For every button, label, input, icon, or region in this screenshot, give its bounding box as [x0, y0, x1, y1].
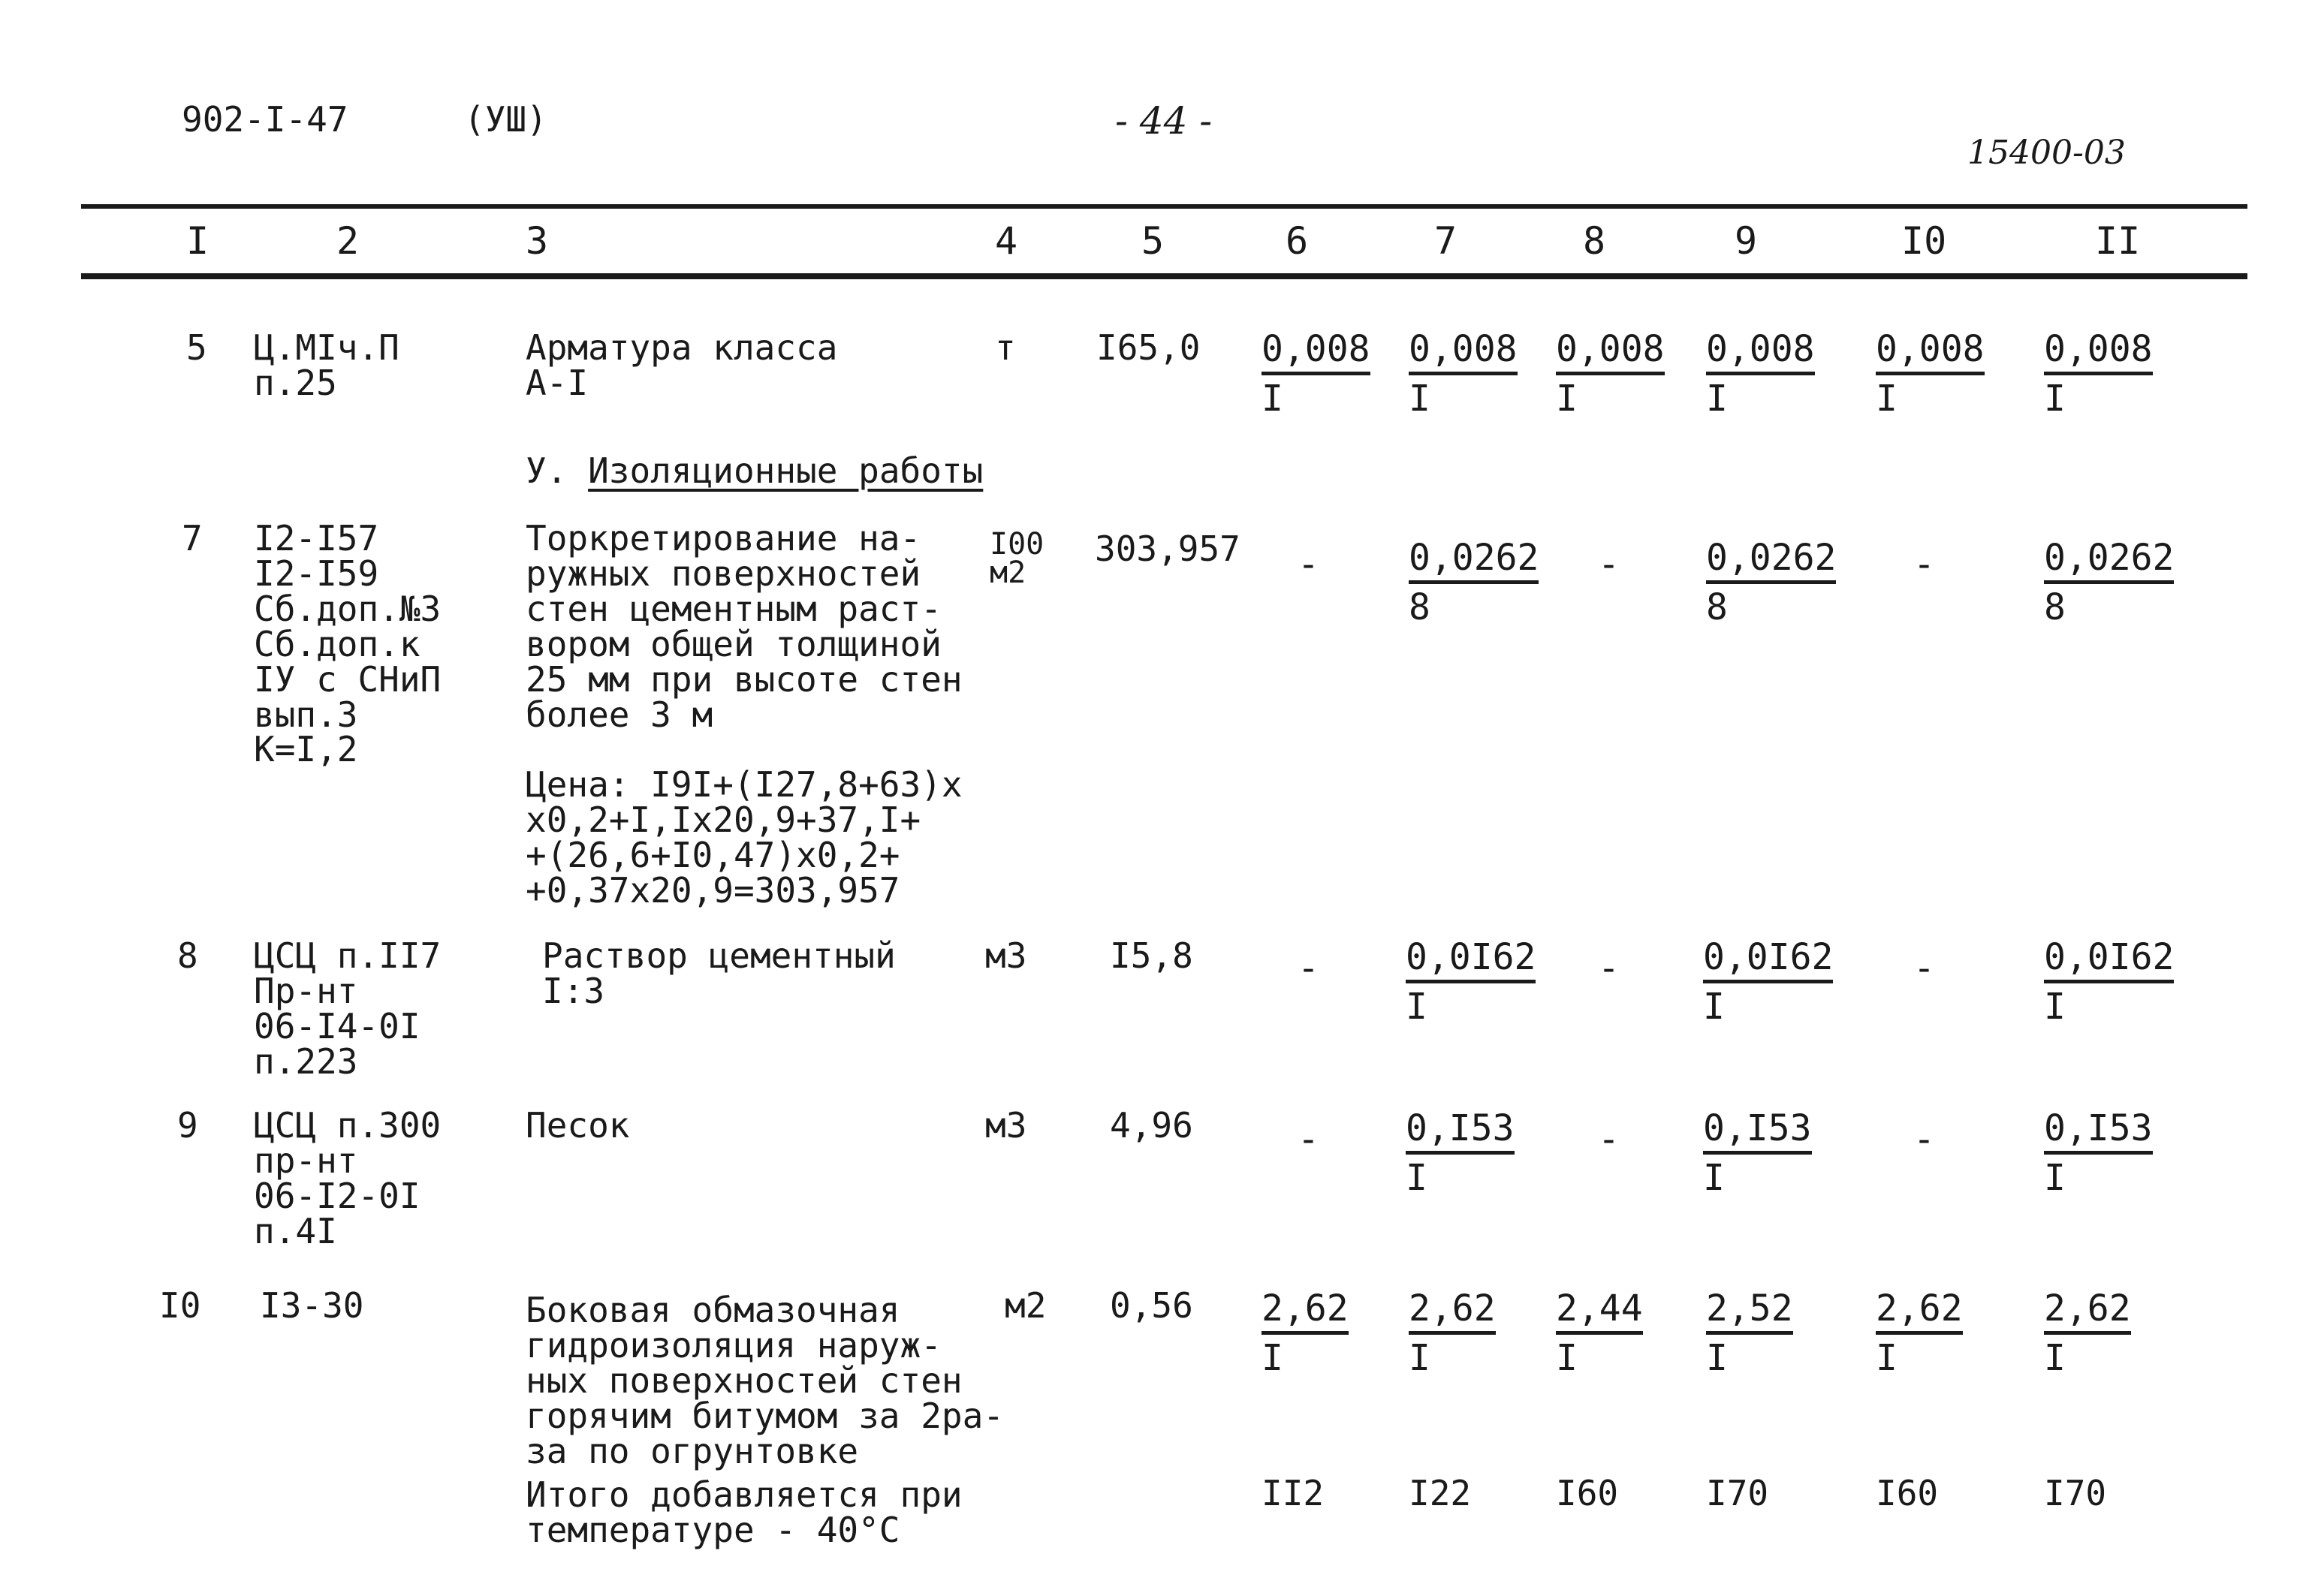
row-9-col9-num: 0,I53: [1703, 1108, 1812, 1155]
col-5-header: 5: [1141, 219, 1165, 263]
row-10-col9-value: [1706, 1288, 1793, 1379]
row-7-col7-den: 8: [1409, 586, 1430, 629]
row-7-price: 303,957: [1095, 528, 1240, 569]
row-5-col7-den: I: [1409, 378, 1430, 420]
row-10-description: Боковая обмазочная гидроизоляция наруж- ных поверхностей стен горячим битумом за 2ра- за по огрунтовке: [526, 1290, 1004, 1471]
row-10-col7-value: [1409, 1288, 1496, 1379]
row-10-col8-den: I: [1556, 1337, 1578, 1380]
row-10-col8-value: [1556, 1288, 1643, 1379]
section-heading: [526, 450, 984, 491]
row-10-col11-value: [2044, 1288, 2131, 1379]
row-5-code: Ц.МIч.П п.25: [254, 327, 399, 403]
doc-series: (УШ): [464, 99, 547, 140]
row-5-col9-num: 0,008: [1706, 329, 1815, 375]
row-10-col6-value: [1262, 1288, 1349, 1379]
row-7-col10-dash: -: [1913, 544, 1935, 586]
row-5-col6-den: I: [1262, 378, 1283, 420]
row-7-number: 7: [182, 518, 203, 559]
row-7-price-note: Цена: I9I+(I27,8+63)х х0,2+I,Iх20,9+37,I+ +(26,6+I0,47)х0,2+ +0,37х20,9=303,957: [526, 764, 963, 911]
row-7-code: I2-I57 I2-I59 Сб.доп.№3 Сб.доп.к IУ с СНиП вып.3 К=I,2: [254, 518, 442, 770]
row-10-col8-num: 2,44: [1556, 1288, 1643, 1335]
row-7-col6-dash: -: [1298, 544, 1319, 586]
row-9-col6-dash: -: [1298, 1119, 1319, 1161]
row-5-col8-value: [1556, 329, 1665, 420]
row-9-col10-dash: -: [1913, 1119, 1935, 1161]
row-9-col11-value: [2044, 1108, 2153, 1199]
row-10-col10-value: [1876, 1288, 1963, 1379]
row-10-price: 0,56: [1110, 1285, 1193, 1326]
row-5-description: Арматура класса А-I: [526, 327, 838, 403]
row-8-col6-dash: -: [1298, 947, 1319, 989]
row-10-col11-num: 2,62: [2044, 1288, 2131, 1335]
row-10-col6-den: I: [1262, 1337, 1283, 1380]
row-8-col7-den: I: [1406, 986, 1427, 1028]
row-10-code: I3-30: [260, 1285, 364, 1326]
total-col11: I70: [2044, 1473, 2107, 1513]
col-1-header: I: [186, 219, 209, 263]
row-8-col8-dash: -: [1598, 947, 1620, 989]
total-col9: I70: [1706, 1473, 1769, 1513]
row-10-col7-num: 2,62: [1409, 1288, 1496, 1335]
total-col7: I22: [1409, 1473, 1472, 1513]
col-11-header: II: [2095, 219, 2141, 263]
row-5-col10-den: I: [1876, 378, 1898, 420]
row-10-col10-den: I: [1876, 1337, 1898, 1380]
row-9-code: ЦСЦ п.300 пр-нт 06-I2-0I п.4I: [254, 1105, 442, 1251]
row-8-col10-dash: -: [1913, 947, 1935, 989]
row-7-col11-value: [2044, 538, 2174, 628]
row-5-col7-value: [1409, 329, 1518, 420]
row-9-number: 9: [177, 1105, 198, 1146]
row-8-col9-num: 0,0I62: [1703, 937, 1833, 983]
row-5-col11-value: [2044, 329, 2153, 420]
row-5-col9-den: I: [1706, 378, 1728, 420]
row-8-col11-den: I: [2044, 986, 2066, 1028]
page-number: - 44 -: [1115, 99, 1213, 143]
row-7-col9-num: 0,0262: [1706, 538, 1836, 584]
row-8-col9-den: I: [1703, 986, 1725, 1028]
section-prefix: У.: [526, 450, 568, 491]
total-col8: I60: [1556, 1473, 1619, 1513]
row-5-col8-den: I: [1556, 378, 1578, 420]
total-col6: II2: [1262, 1473, 1325, 1513]
row-8-col7-num: 0,0I62: [1406, 937, 1536, 983]
row-10-number: I0: [159, 1285, 201, 1326]
row-9-col7-num: 0,I53: [1406, 1108, 1515, 1155]
row-9-unit: м3: [985, 1105, 1027, 1146]
row-8-number: 8: [177, 935, 198, 976]
col-10-header: I0: [1901, 219, 1947, 263]
row-7-unit: I00 м2: [990, 527, 1044, 590]
row-5-col10-num: 0,008: [1876, 329, 1985, 375]
row-5-col6-num: 0,008: [1262, 329, 1370, 375]
row-7-col9-value: [1706, 538, 1836, 628]
row-9-price: 4,96: [1110, 1105, 1193, 1146]
row-8-col11-num: 0,0I62: [2044, 937, 2174, 983]
row-10-col9-num: 2,52: [1706, 1288, 1793, 1335]
row-7-col8-dash: -: [1598, 544, 1620, 586]
row-8-description: Раствор цементный I:3: [542, 935, 896, 1011]
row-5-col11-den: I: [2044, 378, 2066, 420]
row-8-col9-value: [1703, 937, 1833, 1028]
row-8-unit: м3: [985, 935, 1027, 976]
col-6-header: 6: [1286, 219, 1309, 263]
row-10-col11-den: I: [2044, 1337, 2066, 1380]
row-8-col7-value: [1406, 937, 1536, 1028]
row-5-col11-num: 0,008: [2044, 329, 2153, 375]
row-5-col10-value: [1876, 329, 1985, 420]
row-5-col6-value: [1262, 329, 1370, 420]
row-5-col7-num: 0,008: [1409, 329, 1518, 375]
row-5-col9-value: [1706, 329, 1815, 420]
col-7-header: 7: [1434, 219, 1457, 263]
total-col10: I60: [1876, 1473, 1939, 1513]
row-5-unit: т: [995, 327, 1016, 368]
total-label: Итого добавляется при температуре - 40°С: [526, 1474, 963, 1550]
row-9-col11-den: I: [2044, 1157, 2066, 1200]
row-9-col9-den: I: [1703, 1157, 1725, 1200]
row-7-col11-den: 8: [2044, 586, 2066, 629]
row-9-col8-dash: -: [1598, 1119, 1620, 1161]
row-5-price: I65,0: [1096, 327, 1201, 368]
row-8-price: I5,8: [1110, 935, 1193, 976]
row-10-col6-num: 2,62: [1262, 1288, 1349, 1335]
col-8-header: 8: [1583, 219, 1606, 263]
row-8-col11-value: [2044, 937, 2174, 1028]
row-5-number: 5: [186, 327, 207, 368]
doc-code: 902-I-47: [182, 99, 348, 140]
row-7-col7-num: 0,0262: [1409, 538, 1539, 584]
row-9-col9-value: [1703, 1108, 1812, 1199]
col-4-header: 4: [995, 219, 1018, 263]
row-10-col7-den: I: [1409, 1337, 1430, 1380]
header-rule: [81, 273, 2247, 279]
row-7-col7-value: [1409, 538, 1539, 628]
row-10-col9-den: I: [1706, 1337, 1728, 1380]
row-10-col10-num: 2,62: [1876, 1288, 1963, 1335]
archive-stamp: 15400-03: [1967, 134, 2126, 172]
row-7-col11-num: 0,0262: [2044, 538, 2174, 584]
row-9-col7-den: I: [1406, 1157, 1427, 1200]
row-5-col8-num: 0,008: [1556, 329, 1665, 375]
row-9-col7-value: [1406, 1108, 1515, 1199]
section-title: Изоляционные работы: [588, 450, 984, 491]
row-9-col11-num: 0,I53: [2044, 1108, 2153, 1155]
row-10-unit: м2: [1005, 1285, 1047, 1326]
row-7-description: Торкретирование на- ружных поверхностей стен цементным раст- вором общей толщиной 25 мм при высоте стен более 3 м: [526, 518, 963, 735]
col-9-header: 9: [1735, 219, 1758, 263]
col-3-header: 3: [526, 219, 549, 263]
top-rule: [81, 204, 2247, 209]
row-9-description: Песок: [526, 1105, 630, 1146]
row-7-col9-den: 8: [1706, 586, 1728, 629]
col-2-header: 2: [336, 219, 360, 263]
row-8-code: ЦСЦ п.II7 Пр-нт 06-I4-0I п.223: [254, 935, 442, 1082]
